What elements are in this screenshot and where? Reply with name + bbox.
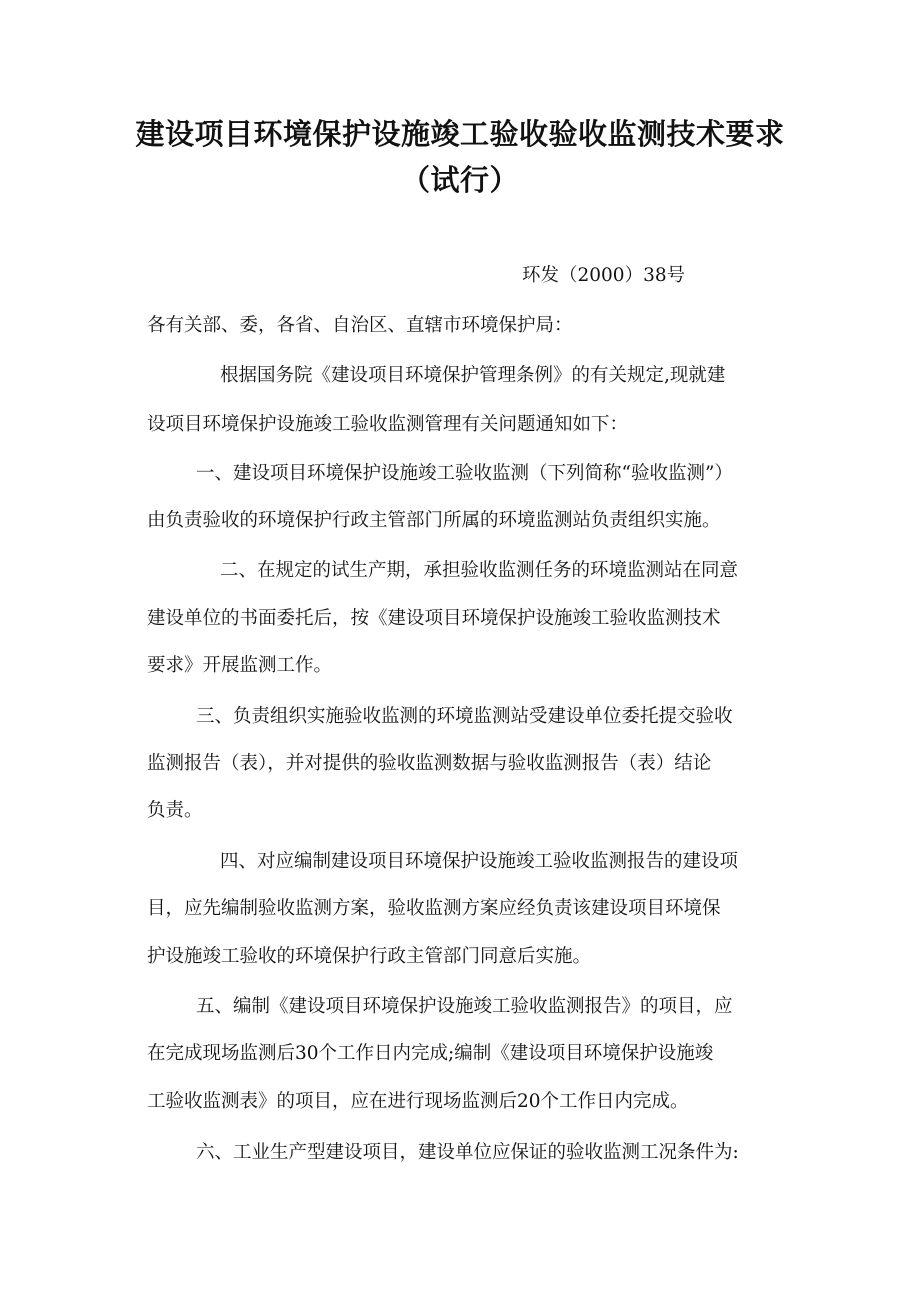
intro-line: 设项目环境保护设施竣工验收监测管理有关问题通知如下： (147, 414, 629, 435)
item-4-line: 目，应先编制验收监测方案，验收监测方案应经负责该建设项目环境保 (147, 898, 721, 919)
item-2-line: 要求》开展监测工作。 (147, 655, 333, 676)
intro-line: 根据国务院《建设项目环境保护管理条例》的有关规定,现就建 (220, 365, 726, 386)
item-5-line: 在完成现场监测后30个工作日内完成;编制《建设项目环境保护设施竣 (147, 1043, 714, 1064)
item-6-line: 六、工业生产型建设项目，建设单位应保证的验收监测工况条件为: (196, 1142, 739, 1163)
item-5-line: 五、编制《建设项目环境保护设施竣工验收监测报告》的项目，应 (196, 996, 733, 1017)
item-3-line: 负责。 (147, 800, 203, 821)
item-1-line: 一、建设项目环境保护设施竣工验收监测（下列简称“验收监测”） (196, 463, 733, 484)
addressee: 各有关部、委，各省、自治区、直辖市环境保护局： (147, 315, 573, 336)
item-4-line: 四、对应编制建设项目环境保护设施竣工验收监测报告的建设项 (220, 851, 739, 872)
document-title-suffix: （试行） (400, 163, 519, 197)
item-5-line: 工验收监测表》的项目，应在进行现场监测后20个工作日内完成。 (147, 1091, 689, 1112)
document-number: 环发（2000）38号 (522, 265, 686, 286)
item-4-line: 护设施竣工验收的环境保护行政主管部门同意后实施。 (147, 946, 592, 967)
item-1-line: 由负责验收的环境保护行政主管部门所属的环境监测站负责组织实施。 (147, 510, 721, 531)
item-2-line: 建设单位的书面委托后，按《建设项目环境保护设施竣工验收监测技术 (147, 608, 721, 629)
item-3-line: 监测报告（表），并对提供的验收监测数据与验收监测报告（表）结论 (147, 753, 712, 774)
item-3-line: 三、负责组织实施验收监测的环境监测站受建设单位委托提交验收 (196, 706, 733, 727)
document-title: 建设项目环境保护设施竣工验收验收监测技术要求 (135, 117, 785, 151)
item-2-line: 二、在规定的试生产期，承担验收监测任务的环境监测站在同意 (220, 560, 739, 581)
